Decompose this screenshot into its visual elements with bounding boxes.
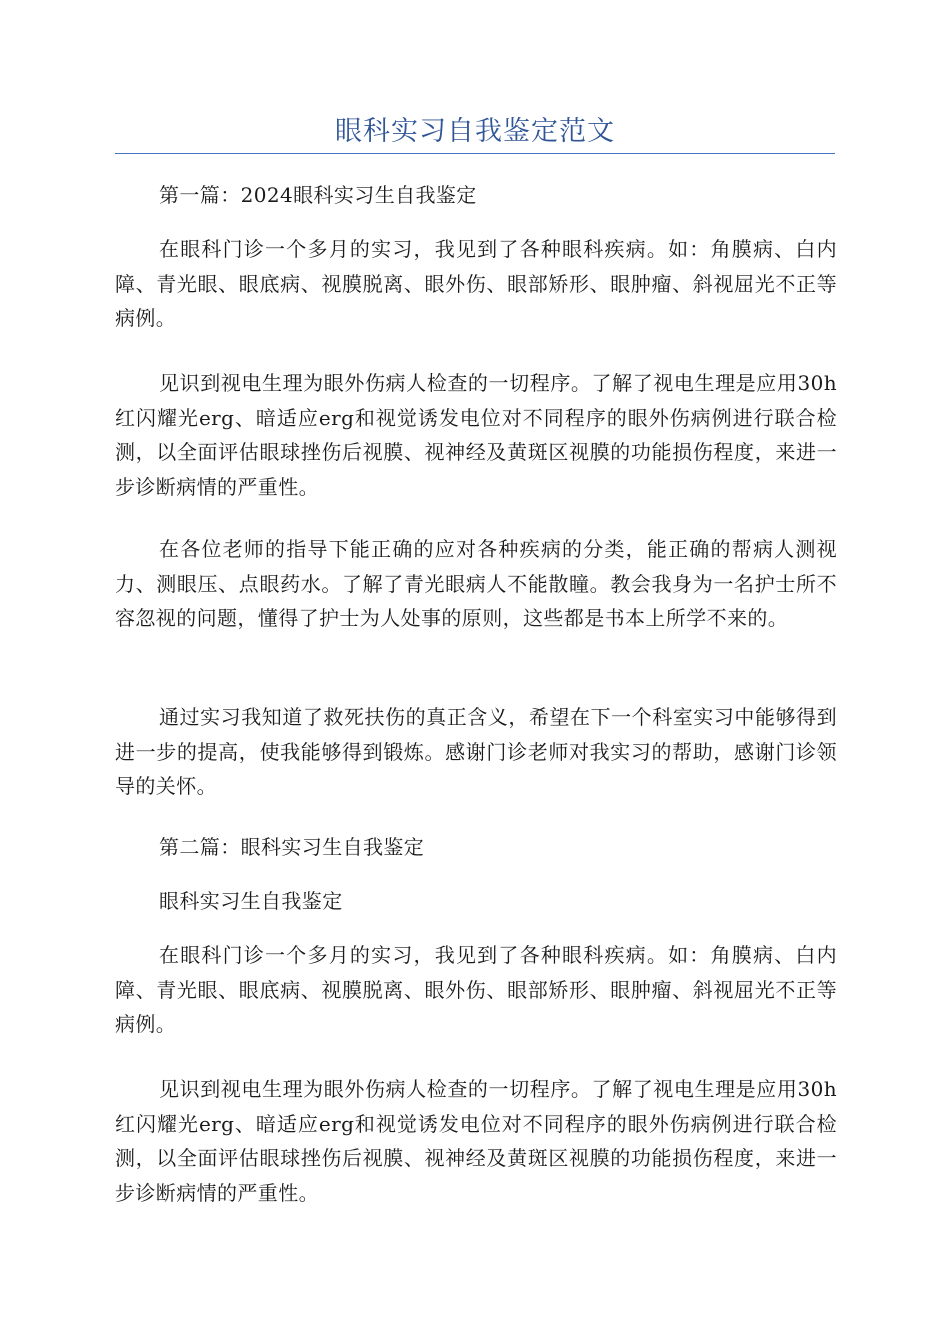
paragraph-6: 见识到视电生理为眼外伤病人检查的一切程序。了解了视电生理是应用30h红闪耀光erg、暗适应erg和视觉诱发电位对不同程序的眼外伤病例进行联合检测，以全面评估眼球挫伤后视膜、视神经及黄斑区视膜的功能损伤程度，来进一步诊断病情的严重性。 bbox=[115, 1077, 837, 1205]
paragraph-2: 见识到视电生理为眼外伤病人检查的一切程序。了解了视电生理是应用30h红闪耀光erg、暗适应erg和视觉诱发电位对不同程序的眼外伤病例进行联合检测，以全面评估眼球挫伤后视膜、视神经及黄斑区视膜的功能损伤程度，来进一步诊断病情的严重性。 bbox=[115, 371, 837, 499]
section-heading-2: 第二篇：眼科实习生自我鉴定 bbox=[159, 835, 425, 859]
paragraph-5: 在眼科门诊一个多月的实习，我见到了各种眼科疾病。如：角膜病、白内障、青光眼、眼底病、视膜脱离、眼外伤、眼部矫形、眼肿瘤、斜视屈光不正等病例。 bbox=[115, 943, 837, 1036]
title-underline bbox=[115, 153, 835, 154]
paragraph-3: 在各位老师的指导下能正确的应对各种疾病的分类，能正确的帮病人测视力、测眼压、点眼药水。了解了青光眼病人不能散瞳。教会我身为一名护士所不容忽视的问题，懂得了护士为人处事的原则，这些都是书本上所学不来的。 bbox=[115, 537, 837, 630]
paragraph-4: 通过实习我知道了救死扶伤的真正含义，希望在下一个科室实习中能够得到进一步的提高，使我能够得到锻炼。感谢门诊老师对我实习的帮助，感谢门诊领导的关怀。 bbox=[115, 705, 837, 798]
paragraph-1: 在眼科门诊一个多月的实习，我见到了各种眼科疾病。如：角膜病、白内障、青光眼、眼底病、视膜脱离、眼外伤、眼部矫形、眼肿瘤、斜视屈光不正等病例。 bbox=[115, 237, 837, 330]
subheading: 眼科实习生自我鉴定 bbox=[159, 889, 343, 913]
section-heading-1: 第一篇：2024眼科实习生自我鉴定 bbox=[159, 183, 477, 207]
document-title: 眼科实习自我鉴定范文 bbox=[335, 116, 615, 147]
